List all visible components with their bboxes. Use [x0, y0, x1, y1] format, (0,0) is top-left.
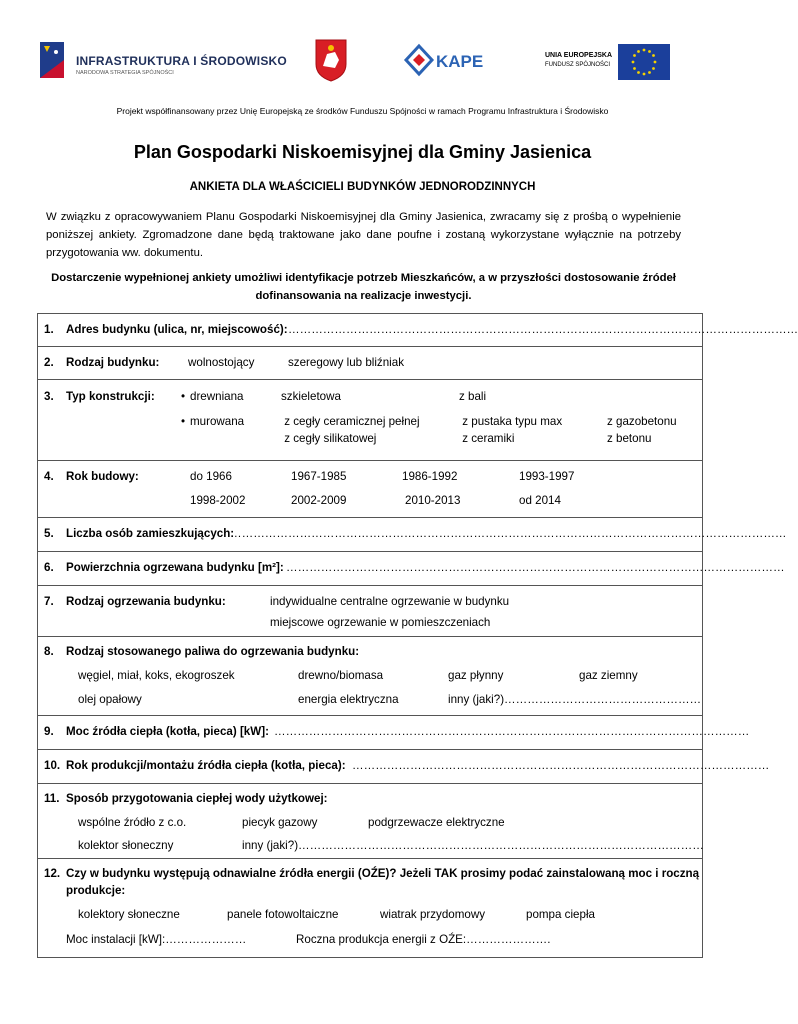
option-cegla-silikatowa[interactable] — [269, 432, 376, 445]
question-number: 11. — [44, 792, 60, 805]
page-subtitle: ANKIETA DLA WŁAŚCICIELI BUDYNKÓW JEDNORODZINNYCH — [189, 181, 536, 193]
option-cegla-ceramiczna[interactable] — [269, 415, 420, 428]
question-5 — [37, 517, 787, 551]
option-podgrzewacze[interactable] — [356, 816, 505, 829]
option-label: z gazobetonu — [607, 415, 677, 428]
intro-paragraph: W związku z opracowywaniem Planu Gospodarki Niskoemisyjnej dla Gminy Jasienica, zwracamy się z prośbą o wypełnienie poniższej ankiety. Zgromadzone dane będą traktowane jako dane poufne i zostaną wykorzystane wyłącznie na potrzeby przygotowania ww. dokumentu. — [46, 211, 681, 259]
question-11 — [37, 783, 703, 858]
option-label: 2010-2013 — [405, 494, 461, 507]
annual-production-input[interactable]: Roczna produkcja energii z OŹE:…………………. — [296, 933, 551, 946]
project-funding-line: Projekt współfinansowany przez Unię Europejską ze środków Funduszu Spójności w ramach Programu Infrastruktura i Środowisko — [116, 106, 609, 116]
option-olej[interactable] — [66, 693, 142, 706]
option-label: panele fotowoltaiczne — [227, 908, 339, 921]
address-input[interactable]: …………………………………………………………………………………………………………………… — [288, 323, 798, 336]
option-label: podgrzewacze elektryczne — [368, 816, 505, 829]
option-kolektory[interactable] — [66, 908, 180, 921]
question-7 — [37, 585, 703, 636]
question-label: Rok produkcji/montażu źródła ciepła (kotła, pieca): — [66, 759, 346, 772]
question-label: Typ konstrukcji: — [66, 390, 155, 403]
option-year-4[interactable] — [507, 470, 574, 483]
option-year-3[interactable] — [390, 470, 457, 483]
question-9 — [37, 715, 750, 749]
question-number: 1. — [44, 323, 54, 336]
option-label: gaz płynny — [448, 669, 504, 682]
option-beton[interactable] — [595, 432, 651, 445]
option-label: miejscowe ogrzewanie w pomieszczeniach — [270, 616, 491, 629]
option-kolektor[interactable] — [66, 839, 173, 852]
question-number: 12. — [44, 867, 61, 880]
installed-power-input[interactable]: Moc instalacji [kW]:………………… — [66, 933, 247, 946]
option-drewniana[interactable] — [178, 390, 244, 403]
question-label: Adres budynku (ulica, nr, miejscowość): — [66, 323, 288, 336]
question-number: 10. — [44, 759, 61, 772]
option-year-5[interactable] — [178, 494, 245, 507]
production-year-input[interactable]: ……………………………………………………………………………………………… — [352, 759, 770, 772]
question-label-continued: produkcje: — [66, 884, 126, 897]
option-label: energia elektryczna — [298, 693, 399, 706]
option-year-7[interactable] — [393, 494, 460, 507]
option-label: pompa ciepła — [526, 908, 595, 921]
option-year-2[interactable] — [279, 470, 346, 483]
question-label: Moc źródła ciepła (kotła, pieca) [kW]: — [66, 725, 269, 738]
option-label: 1967-1985 — [291, 470, 347, 483]
eu-flag-icon — [618, 44, 670, 80]
option-label: kolektory słoneczne — [78, 908, 180, 921]
option-label: murowana — [190, 415, 245, 428]
option-panele[interactable] — [215, 908, 339, 921]
question-3 — [37, 379, 703, 460]
bullet-icon: • — [180, 390, 186, 403]
option-label: z cegły ceramicznej pełnej — [284, 415, 420, 428]
logo-bar — [0, 38, 725, 88]
option-label: od 2014 — [519, 494, 561, 507]
option-label: wspólne źródło z c.o. — [78, 816, 187, 829]
option-label: 1993-1997 — [519, 470, 575, 483]
question-number: 7. — [44, 595, 54, 608]
option-local-heating[interactable] — [258, 616, 490, 629]
question-label: Powierzchnia ogrzewana budynku [m²]: — [66, 561, 284, 574]
jasienica-crest-icon — [313, 38, 349, 82]
ue-subtitle: FUNDUSZ SPÓJNOŚCI — [545, 62, 611, 68]
ue-logo — [540, 44, 675, 80]
question-1 — [37, 313, 798, 346]
infrastruktura-logo — [40, 40, 287, 84]
option-wolnostojacy[interactable] — [176, 356, 254, 369]
question-label: Liczba osób zamieszkujących: — [66, 527, 235, 540]
option-label: szkieletowa — [281, 390, 341, 403]
option-central-heating[interactable] — [258, 595, 509, 608]
question-number: 2. — [44, 356, 54, 369]
option-pustak[interactable] — [447, 415, 562, 428]
option-ceramika[interactable] — [447, 432, 514, 445]
kape-emblem-icon — [404, 44, 434, 78]
option-szkieletowa[interactable] — [269, 390, 341, 403]
option-gazobeton[interactable] — [595, 415, 677, 428]
option-label: olej opałowy — [78, 693, 142, 706]
option-label: z bali — [459, 390, 487, 403]
residents-input[interactable]: ……………………………………………………………………………………………………………………………… — [230, 527, 787, 540]
page-title: Plan Gospodarki Niskoemisyjnej dla Gminy Jasienica — [133, 142, 592, 162]
option-label: gaz ziemny — [579, 669, 638, 682]
infrastruktura-emblem-icon — [40, 40, 66, 80]
option-z-bali[interactable] — [447, 390, 486, 403]
option-label: z betonu — [607, 432, 652, 445]
question-8 — [37, 636, 703, 715]
infrastruktura-subtitle: NARODOWA STRATEGIA SPÓJNOŚCI — [76, 70, 174, 76]
option-year-6[interactable] — [279, 494, 346, 507]
question-2 — [37, 346, 703, 379]
question-label: Rodzaj budynku: — [66, 356, 160, 369]
option-label: indywidualne centralne ogrzewanie w budynku — [270, 595, 510, 608]
question-12 — [37, 858, 703, 958]
question-number: 4. — [44, 470, 54, 483]
option-label: z pustaka typu max — [462, 415, 563, 428]
question-number: 8. — [44, 645, 54, 658]
question-number: 9. — [44, 725, 54, 738]
purpose-note: Dostarczenie wypełnionej ankiety umożliwi identyfikacje potrzeb Mieszkańców, a w przyszłości dostosowanie źródeł dofinansowania na realizacje inwestycji. — [51, 272, 676, 302]
question-10 — [37, 749, 770, 783]
option-label: 2002-2009 — [291, 494, 347, 507]
option-drewno[interactable] — [286, 669, 383, 682]
kape-label: KAPE — [436, 52, 484, 71]
option-pompa[interactable] — [514, 908, 595, 921]
option-label: inny (jaki?)…………………………………………… — [448, 693, 702, 706]
option-label: z ceramiki — [462, 432, 515, 445]
option-label: węgiel, miał, koks, ekogroszek — [78, 669, 235, 682]
option-gaz-ziemny[interactable] — [567, 669, 638, 682]
question-4 — [37, 460, 703, 517]
option-energia-elektryczna[interactable] — [286, 693, 399, 706]
option-label: drewniana — [190, 390, 244, 403]
option-piecyk-gazowy[interactable] — [230, 816, 317, 829]
option-wspolne-zrodlo[interactable] — [66, 816, 186, 829]
survey-form — [37, 313, 798, 958]
option-label: inny (jaki?)…………………………………………………………………………………………… — [242, 839, 704, 852]
kape-logo — [404, 44, 490, 78]
option-label: wolnostojący — [188, 356, 255, 369]
option-murowana[interactable] — [178, 415, 244, 428]
ue-title: UNIA EUROPEJSKA — [545, 52, 613, 59]
option-label: szeregowy lub bliźniak — [288, 356, 404, 369]
heated-area-input[interactable]: ………………………………………………………………………………………………………………… — [286, 561, 785, 574]
option-label: piecyk gazowy — [242, 816, 318, 829]
option-label: 1998-2002 — [190, 494, 246, 507]
option-label: z cegły silikatowej — [284, 432, 377, 445]
question-number: 3. — [44, 390, 54, 403]
question-number: 6. — [44, 561, 54, 574]
question-label: Rodzaj ogrzewania budynku: — [66, 595, 226, 608]
question-label: Rodzaj stosowanego paliwa do ogrzewania budynku: — [66, 645, 360, 658]
infrastruktura-title: INFRASTRUKTURA I ŚRODOWISKO — [76, 54, 287, 68]
question-label: Rok budowy: — [66, 470, 139, 483]
bullet-icon: • — [180, 415, 186, 428]
option-year-8[interactable] — [507, 494, 561, 507]
option-label: do 1966 — [190, 470, 232, 483]
question-number: 5. — [44, 527, 54, 540]
question-6 — [37, 551, 785, 585]
heat-source-power-input[interactable]: …………………………………………………………………………………………………………… — [274, 725, 750, 738]
option-label: drewno/biomasa — [298, 669, 384, 682]
option-szeregowy[interactable] — [276, 356, 404, 369]
question-label: Czy w budynku występują odnawialne źródła energii (OŹE)? Jeżeli TAK prosimy podać zainstalowaną moc i roczną — [66, 867, 700, 880]
option-year-1[interactable] — [178, 470, 232, 483]
option-inny-woda[interactable] — [230, 839, 704, 852]
option-label: kolektor słoneczny — [78, 839, 174, 852]
question-label: Sposób przygotowania ciepłej wody użytkowej: — [66, 792, 328, 805]
option-wegiel[interactable] — [66, 669, 235, 682]
option-label: wiatrak przydomowy — [380, 908, 486, 921]
option-wiatrak[interactable] — [368, 908, 485, 921]
option-gaz-plynny[interactable] — [436, 669, 503, 682]
option-inny-paliwo[interactable] — [436, 693, 701, 706]
option-label: 1986-1992 — [402, 470, 458, 483]
